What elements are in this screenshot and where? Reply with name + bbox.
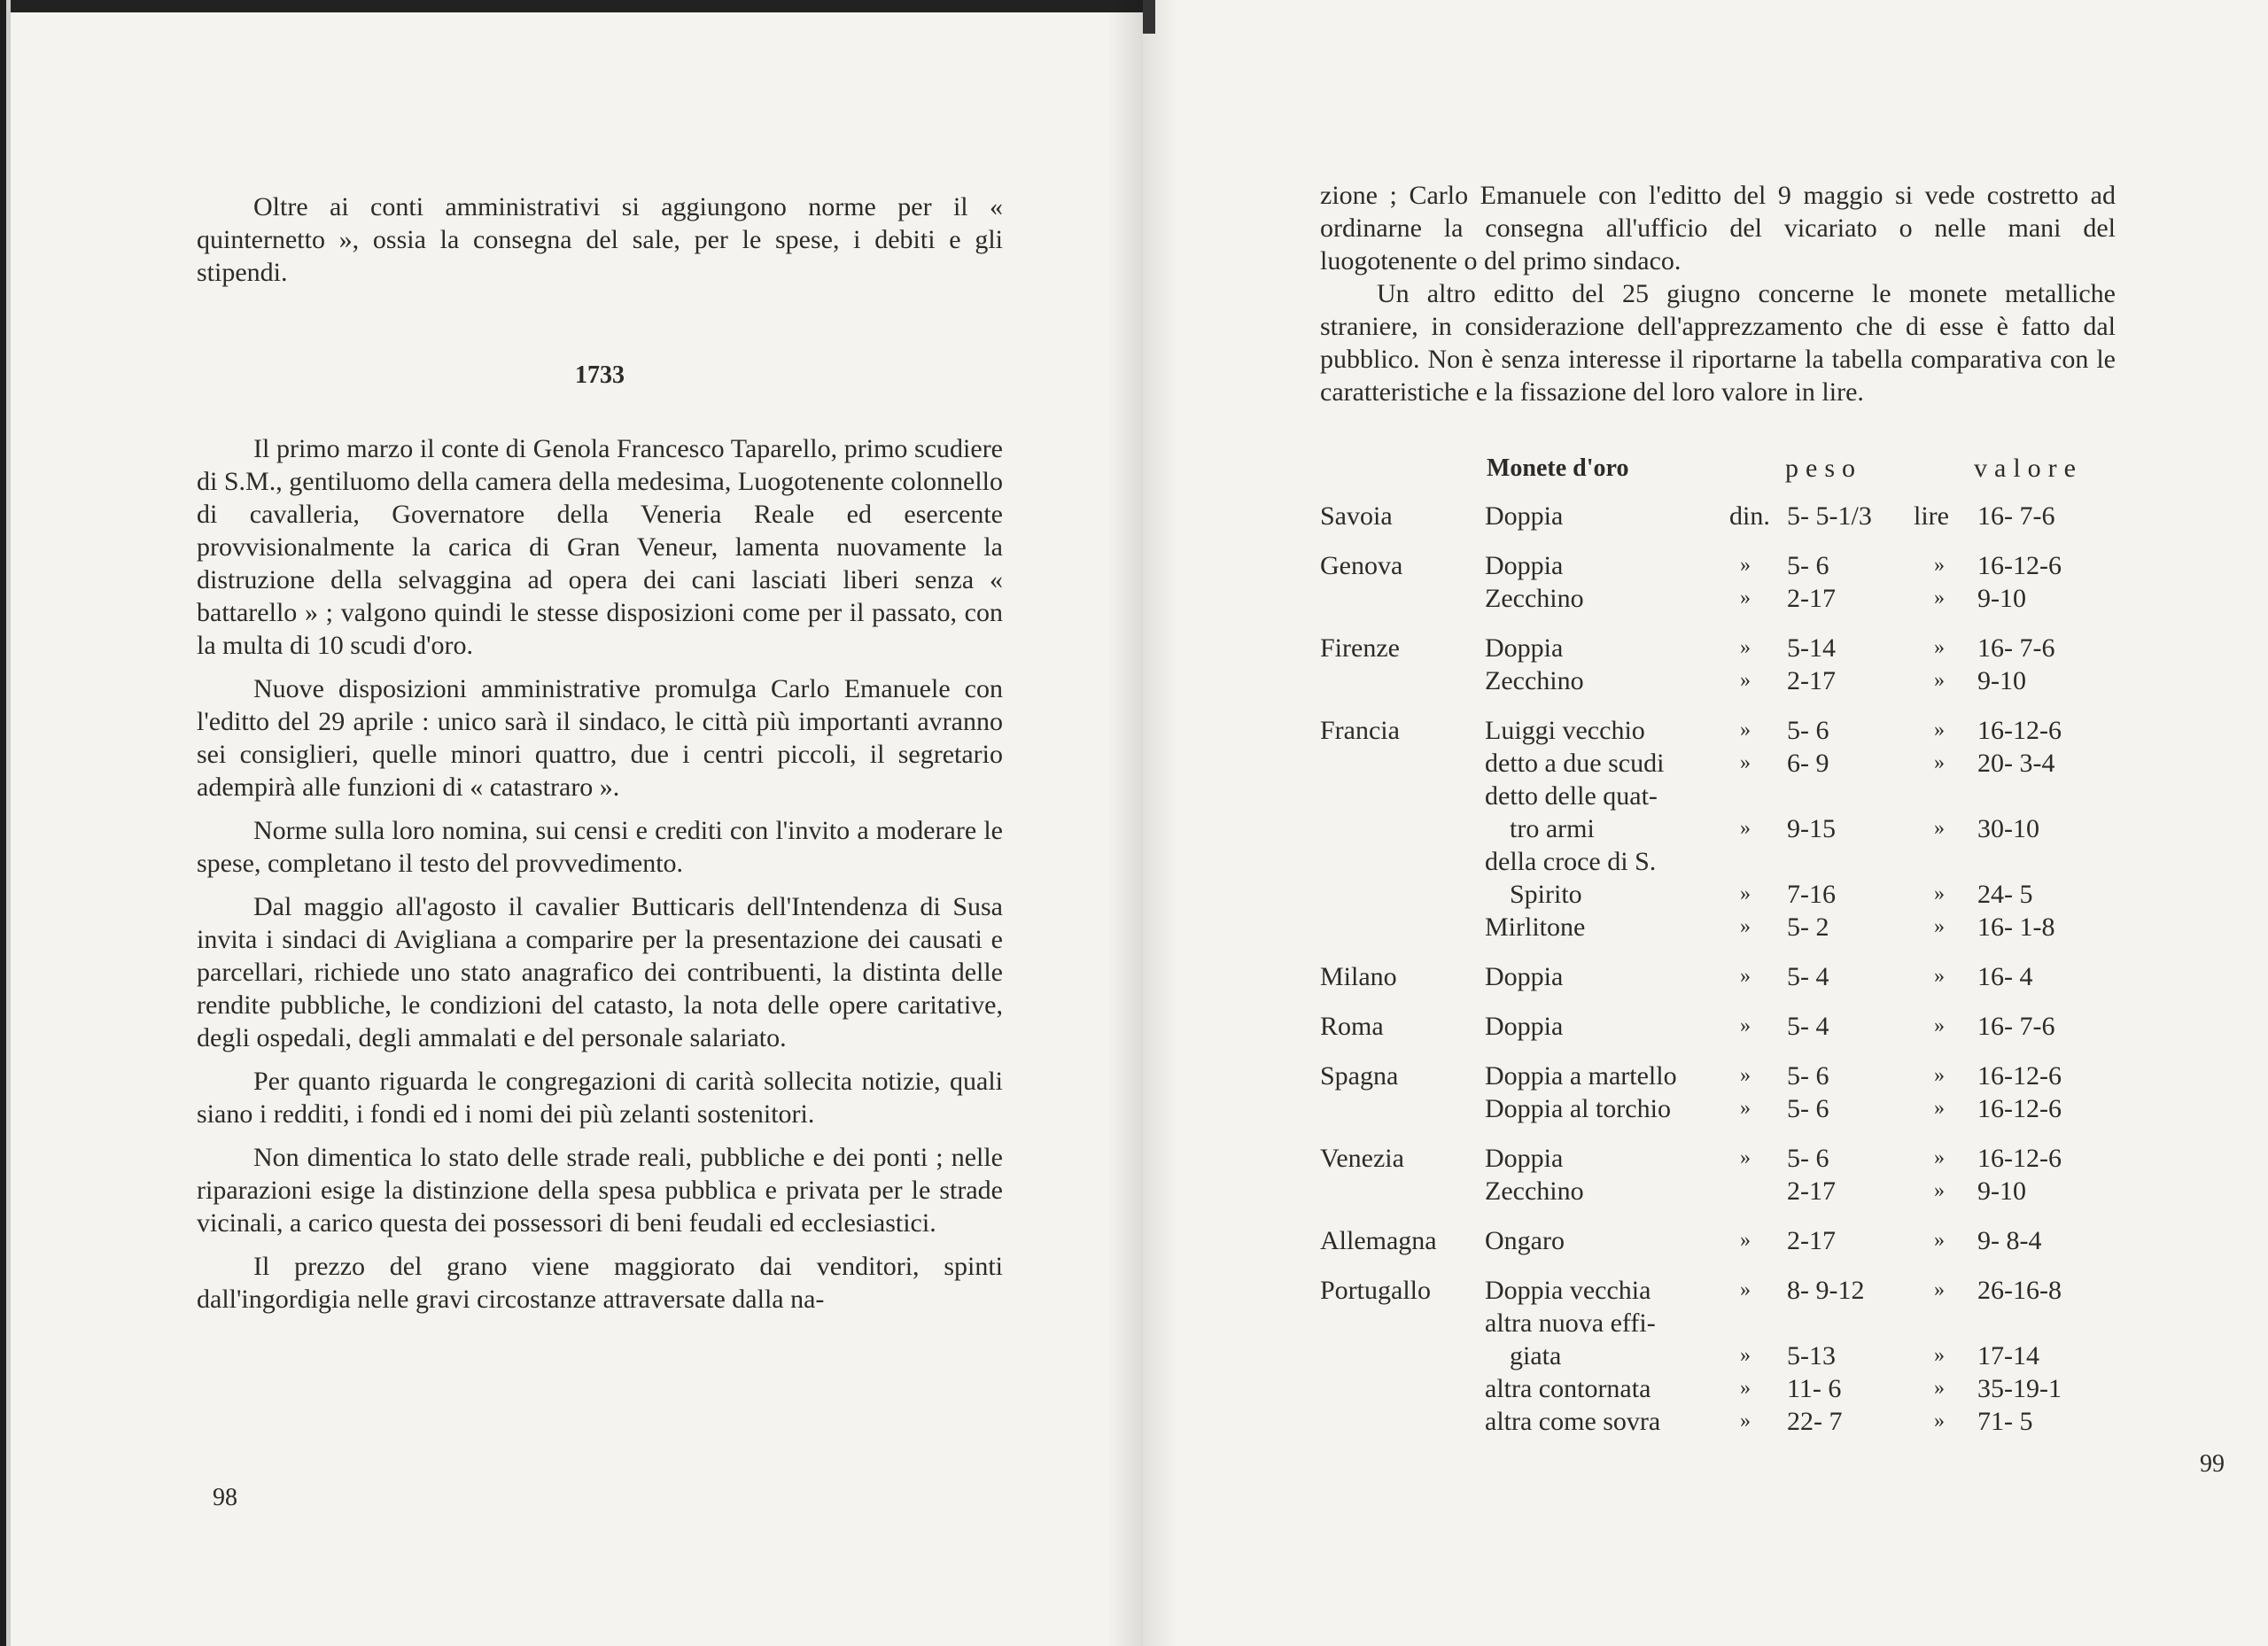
coin-cell: Mirlitone	[1485, 912, 1586, 942]
table-group	[1320, 1010, 2117, 1043]
coin-cell: Spirito	[1510, 880, 1582, 909]
country-cell: Venezia	[1320, 1144, 1404, 1173]
weight-cell: 5- 6	[1787, 551, 1829, 580]
header-coins: Monete d'oro	[1487, 454, 1629, 482]
header-weight: peso	[1785, 454, 1862, 483]
ditto-mark: »	[1934, 669, 1945, 692]
weight-unit-cell: din.	[1729, 501, 1770, 531]
country-cell: Allemagna	[1320, 1226, 1437, 1255]
coin-cell: altra contornata	[1485, 1374, 1651, 1403]
coin-cell: Zecchino	[1485, 1176, 1584, 1206]
ditto-mark: »	[1740, 1344, 1751, 1367]
coin-table	[1320, 452, 2117, 1455]
weight-cell: 22- 7	[1787, 1407, 1843, 1436]
table-row	[1320, 582, 2117, 615]
ditto-mark: »	[1740, 817, 1751, 840]
weight-cell: 5- 6	[1787, 716, 1829, 745]
ditto-mark: »	[1934, 718, 1945, 741]
scan-top-border	[0, 0, 1143, 12]
country-cell: Portugallo	[1320, 1276, 1431, 1305]
scan-left-edge	[0, 0, 6, 1646]
table-row	[1320, 1224, 2117, 1257]
country-cell: Savoia	[1320, 501, 1393, 531]
weight-cell: 5- 4	[1787, 962, 1829, 991]
value-cell: 71- 5	[1977, 1407, 2033, 1436]
table-row	[1320, 1175, 2117, 1207]
ditto-mark: »	[1934, 1146, 1945, 1169]
value-cell: 16- 7-6	[1977, 501, 2055, 531]
ditto-mark: »	[1740, 915, 1751, 938]
weight-cell: 6- 9	[1787, 749, 1829, 778]
paragraph: Oltre ai conti amministrativi si aggiungono norme per il « quinternetto », ossia la consegna del sale, per le spese, i debiti e gli stipendi.	[197, 192, 1003, 287]
gutter-shadow	[1107, 0, 1143, 1646]
paragraph: Un altro editto del 25 giugno concerne le monete metalliche straniere, in considerazione dell'apprezzamento che di esse è fatto dal pubblico. Non è senza interesse il riportarne la tabella comparativa con le caratteristiche e la fissazione del loro valore in lire.	[1320, 279, 2116, 407]
coin-cell: detto a due scudi	[1485, 749, 1665, 778]
value-cell: 24- 5	[1977, 880, 2033, 909]
ditto-mark: »	[1934, 751, 1945, 774]
ditto-mark: »	[1934, 1409, 1945, 1432]
coin-cell: Doppia	[1485, 551, 1564, 580]
paragraph: Non dimentica lo stato delle strade reali, pubbliche e dei ponti ; nelle riparazioni esige la distinzione della spesa pubblica e privata per le strade vicinali, a carico questa dei possessori di beni feudali ed ecclesiastici.	[197, 1143, 1003, 1238]
paragraph: Il prezzo del grano viene maggiorato dai venditori, spinti dall'ingordigia nelle gravi circostanze attraversate dalla na-	[197, 1252, 1003, 1314]
ditto-mark: »	[1740, 554, 1751, 577]
table-row	[1320, 878, 2117, 911]
paragraph: Il primo marzo il conte di Genola Francesco Taparello, primo scudiere di S.M., gentiluomo della camera della medesima, Luogotenente colonnello di cavalleria, Governatore della Veneria Reale ed esercente provvisionalmente la carica di Gran Veneur, lamenta nuovamente la distruzione della selvaggina ad opera dei cani lasciati liberi senza « battarello » ; valgono quindi le stesse disposizioni come per il passato, con la multa di 10 scudi d'oro.	[197, 434, 1003, 660]
value-cell: 16- 4	[1977, 962, 2033, 991]
table-group	[1320, 549, 2117, 615]
table-group	[1320, 714, 2117, 943]
coin-cell: Doppia	[1485, 501, 1564, 531]
table-row	[1320, 812, 2117, 845]
left-text-column	[197, 190, 1003, 1316]
table-header	[1320, 452, 2117, 485]
ditto-mark: »	[1934, 1344, 1945, 1367]
ditto-mark: »	[1740, 636, 1751, 659]
ditto-mark: »	[1934, 636, 1945, 659]
ditto-mark: »	[1740, 1064, 1751, 1087]
country-cell: Francia	[1320, 716, 1400, 745]
table-group	[1320, 1060, 2117, 1125]
coin-cell: Doppia	[1485, 1144, 1564, 1173]
ditto-mark: »	[1934, 1229, 1945, 1252]
value-cell: 9-10	[1977, 666, 2026, 695]
table-group	[1320, 1274, 2117, 1438]
country-cell: Spagna	[1320, 1061, 1399, 1091]
coin-cell: della croce di S.	[1485, 847, 1657, 876]
weight-cell: 5- 4	[1787, 1012, 1829, 1041]
table-row	[1320, 911, 2117, 943]
ditto-mark: »	[1740, 1146, 1751, 1169]
ditto-mark: »	[1740, 718, 1751, 741]
header-value: valore	[1974, 454, 2083, 483]
ditto-mark: »	[1740, 751, 1751, 774]
ditto-mark: »	[1740, 882, 1751, 905]
table-body	[1320, 549, 2117, 1438]
weight-cell: 5-13	[1787, 1341, 1836, 1370]
coin-cell: Doppia	[1485, 1012, 1564, 1041]
coin-cell: Doppia al torchio	[1485, 1094, 1671, 1123]
table-group	[1320, 500, 2117, 532]
table-row	[1320, 1142, 2117, 1175]
right-text-column	[1320, 179, 2116, 408]
ditto-mark: »	[1740, 1278, 1751, 1301]
page-number: 98	[213, 1484, 237, 1511]
value-cell: 26-16-8	[1977, 1276, 2062, 1305]
table-row	[1320, 714, 2117, 747]
paragraph: Dal maggio all'agosto il cavalier Butticaris dell'Intendenza di Susa invita i sindaci di Avigliana a comparire per la presentazione dei causati e parcellari, richiede uno stato anagrafico dei contribuenti, la distinta delle rendite pubbliche, le condizioni del catasto, la nota delle opere caritative, degli ospedali, degli ammalati e del personale salariato.	[197, 892, 1003, 1052]
coin-cell: Zecchino	[1485, 666, 1584, 695]
weight-cell: 5-14	[1787, 633, 1836, 663]
ditto-mark: »	[1740, 586, 1751, 609]
ditto-mark: »	[1934, 1097, 1945, 1120]
right-page	[1143, 0, 2268, 1646]
table-row	[1320, 1274, 2117, 1307]
coin-cell: tro armi	[1510, 814, 1595, 843]
paragraph: Per quanto riguarda le congregazioni di carità sollecita notizie, quali siano i redditi, i fondi ed i nomi dei più zelanti sostenitori.	[197, 1067, 1003, 1129]
coin-cell: giata	[1510, 1341, 1562, 1370]
ditto-mark: »	[1934, 1377, 1945, 1400]
table-row	[1320, 1307, 2117, 1339]
ditto-mark: »	[1740, 1014, 1751, 1037]
table-row	[1320, 747, 2117, 780]
country-cell: Milano	[1320, 962, 1397, 991]
ditto-mark: »	[1934, 817, 1945, 840]
value-cell: 35-19-1	[1977, 1374, 2062, 1403]
ditto-mark: »	[1934, 1014, 1945, 1037]
scan-gutter-mark	[1143, 0, 1155, 34]
table-row	[1320, 1405, 2117, 1438]
value-unit-cell: lire	[1914, 501, 1949, 531]
coin-cell: Doppia	[1485, 633, 1564, 663]
table-group	[1320, 632, 2117, 697]
table-row	[1320, 845, 2117, 878]
table-row	[1320, 500, 2117, 532]
ditto-mark: »	[1934, 1179, 1945, 1202]
weight-cell: 5- 6	[1787, 1094, 1829, 1123]
coin-cell: altra nuova effi-	[1485, 1308, 1656, 1338]
scan-left-edge-shade	[6, 0, 11, 1646]
ditto-mark: »	[1740, 965, 1751, 988]
paragraph: zione ; Carlo Emanuele con l'editto del 9 maggio si vede costretto ad ordinarne la consegna all'ufficio del vicariato o nelle mani del luogotenente o del primo sindaco.	[1320, 181, 2116, 276]
value-cell: 16-12-6	[1977, 716, 2062, 745]
weight-cell: 2-17	[1787, 666, 1836, 695]
weight-cell: 5- 5-1/3	[1787, 501, 1872, 531]
coin-cell: detto delle quat-	[1485, 781, 1658, 811]
ditto-mark: »	[1934, 1278, 1945, 1301]
country-cell: Roma	[1320, 1012, 1384, 1041]
weight-cell: 2-17	[1787, 1226, 1836, 1255]
coin-cell: altra come sovra	[1485, 1407, 1661, 1436]
ditto-mark: »	[1934, 965, 1945, 988]
weight-cell: 9-15	[1787, 814, 1836, 843]
coin-cell: Zecchino	[1485, 584, 1584, 613]
country-cell: Firenze	[1320, 633, 1400, 663]
paragraph: Norme sulla loro nomina, sui censi e crediti con l'invito a moderare le spese, completano il testo del provvedimento.	[197, 816, 1003, 878]
coin-cell: Doppia a martello	[1485, 1061, 1677, 1091]
value-cell: 16- 1-8	[1977, 912, 2055, 942]
weight-cell: 5- 2	[1787, 912, 1829, 942]
table-row	[1320, 1372, 2117, 1405]
table-row	[1320, 549, 2117, 582]
value-cell: 30-10	[1977, 814, 2039, 843]
table-row	[1320, 632, 2117, 664]
ditto-mark: »	[1934, 915, 1945, 938]
country-cell: Genova	[1320, 551, 1403, 580]
weight-cell: 7-16	[1787, 880, 1836, 909]
table-group	[1320, 1224, 2117, 1257]
table-group	[1320, 960, 2117, 993]
ditto-mark: »	[1740, 1229, 1751, 1252]
ditto-mark: »	[1740, 1409, 1751, 1432]
value-cell: 17-14	[1977, 1341, 2039, 1370]
value-cell: 16-12-6	[1977, 1144, 2062, 1173]
ditto-mark: »	[1934, 882, 1945, 905]
table-group	[1320, 1142, 2117, 1207]
ditto-mark: »	[1740, 669, 1751, 692]
table-row	[1320, 1339, 2117, 1372]
weight-cell: 2-17	[1787, 584, 1836, 613]
table-row	[1320, 1010, 2117, 1043]
page-number: 99	[2200, 1450, 2225, 1478]
coin-cell: Luiggi vecchio	[1485, 716, 1645, 745]
coin-cell: Doppia	[1485, 962, 1564, 991]
value-cell: 20- 3-4	[1977, 749, 2055, 778]
value-cell: 16- 7-6	[1977, 1012, 2055, 1041]
ditto-mark: »	[1934, 554, 1945, 577]
weight-cell: 5- 6	[1787, 1061, 1829, 1091]
weight-cell: 8- 9-12	[1787, 1276, 1865, 1305]
year-heading: 1733	[575, 361, 625, 389]
table-row	[1320, 664, 2117, 697]
gutter-shadow	[1143, 0, 1178, 1646]
table-row	[1320, 960, 2117, 993]
weight-cell: 5- 6	[1787, 1144, 1829, 1173]
coin-cell: Doppia vecchia	[1485, 1276, 1651, 1305]
ditto-mark: »	[1740, 1377, 1751, 1400]
table-row	[1320, 1060, 2117, 1092]
weight-cell: 11- 6	[1787, 1374, 1842, 1403]
value-cell: 16- 7-6	[1977, 633, 2055, 663]
value-cell: 9-10	[1977, 1176, 2026, 1206]
paragraph: Nuove disposizioni amministrative promulga Carlo Emanuele con l'editto del 29 aprile : unico sarà il sindaco, le città più importanti avranno sei consiglieri, quelle minori quattro, due i centri piccoli, il segretario adempirà alle funzioni di « catastraro ».	[197, 674, 1003, 802]
ditto-mark: »	[1740, 1097, 1751, 1120]
ditto-mark: »	[1934, 586, 1945, 609]
value-cell: 9-10	[1977, 584, 2026, 613]
value-cell: 16-12-6	[1977, 1061, 2062, 1091]
coin-cell: Ongaro	[1485, 1226, 1565, 1255]
table-row	[1320, 1092, 2117, 1125]
value-cell: 16-12-6	[1977, 1094, 2062, 1123]
weight-cell: 2-17	[1787, 1176, 1836, 1206]
value-cell: 16-12-6	[1977, 551, 2062, 580]
table-row	[1320, 780, 2117, 812]
ditto-mark: »	[1934, 1064, 1945, 1087]
value-cell: 9- 8-4	[1977, 1226, 2042, 1255]
